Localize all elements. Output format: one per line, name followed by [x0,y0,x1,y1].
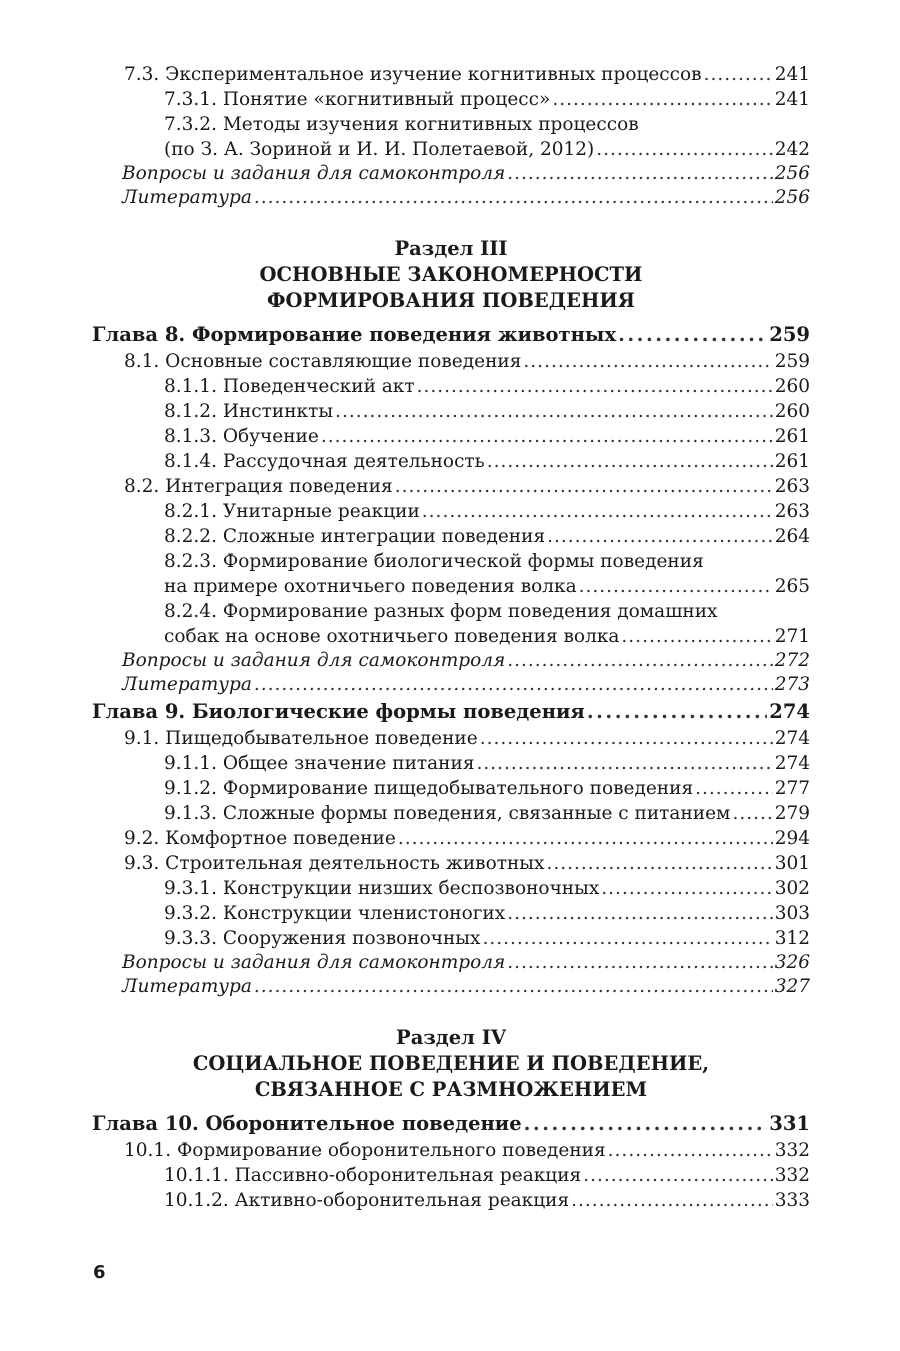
toc-entry[interactable] [92,1163,810,1188]
toc-entry-label: Вопросы и задания для самоконтроля [122,163,506,184]
toc-entry-label: Литература [122,674,252,695]
toc-page-number: 271 [774,626,810,647]
toc-entry[interactable] [92,574,810,599]
toc-leader [417,374,773,399]
toc-leader [482,926,772,951]
toc-entry-label: 9.1.2. Формирование пищедобывательного поведения [164,778,694,799]
toc-page-number: 332 [774,1140,810,1161]
toc-entry-label: 9.2. Комфортное поведение [124,828,396,849]
toc-questions[interactable] [92,162,810,186]
toc-page-number: 272 [774,650,810,671]
page-number: 6 [93,1262,106,1283]
toc-entry-label: собак на основе охотничьего поведения волка [164,626,620,647]
toc-page-number: 331 [769,1112,810,1135]
toc-page-number: 301 [774,853,810,874]
toc-entry-label: 9.1.3. Сложные формы поведения, связанные с питанием [164,803,731,824]
toc-entry-label: 10.1.2. Активно-оборонительная реакция [164,1190,570,1211]
toc-page-number: 260 [774,376,810,397]
toc-entry[interactable] [92,876,810,901]
section-heading [92,236,810,314]
toc-page-number: 326 [774,952,810,973]
toc-entry[interactable] [92,751,810,776]
toc-entry-label: 8.1.3. Обучение [164,426,319,447]
toc-page-number: 279 [774,803,810,824]
toc-page-number: 256 [774,163,810,184]
chapter-title: Глава 8. Формирование поведения животных [92,323,617,346]
toc-entry-label: Литература [122,187,252,208]
toc-page-number: 312 [774,928,810,949]
toc-entry[interactable] [92,349,810,374]
toc-page-number: 303 [774,903,810,924]
toc-entry[interactable] [92,801,810,826]
toc-entry[interactable] [92,826,810,851]
toc-entry-label: 10.1. Формирование оборонительного поведения [124,1140,606,1161]
toc-leader [254,975,773,999]
toc-entry-label: 7.3.1. Понятие «когнитивный процесс» [164,89,551,110]
toc-page-number: 256 [774,187,810,208]
toc-chapter[interactable] [92,697,810,726]
toc-entry-label: 9.3.3. Сооружения позвоночных [164,928,481,949]
toc-page-number: 302 [774,878,810,899]
toc-page-number: 327 [774,976,810,997]
toc-entry-label: 8.1.2. Инстинкты [164,401,334,422]
toc-entry[interactable] [92,524,810,549]
toc-entry-label: 8.2. Интеграция поведения [124,476,393,497]
toc-entry-label: 8.2.1. Унитарные реакции [164,501,420,522]
toc-entry[interactable] [92,424,810,449]
toc-entry[interactable] [92,926,810,951]
toc-entry[interactable] [92,499,810,524]
toc-leader [621,624,772,649]
toc-page-number: 261 [774,451,810,472]
toc-page-number: 260 [774,401,810,422]
toc-leader [398,826,773,851]
toc-entry-label: 9.1.1. Общее значение питания [164,753,475,774]
toc-entry-label: 7.3. Экспериментальное изучение когнитивных процессов [124,64,702,85]
toc-page-number: 273 [774,674,810,695]
toc-entry-first-line[interactable]: 7.3.2. Методы изучения когнитивных процессов [164,114,639,135]
toc-page-number: 264 [774,526,810,547]
toc-entry-label: 8.1.1. Поведенческий акт [164,376,415,397]
toc-leader [422,499,773,524]
toc-page-number: 242 [774,139,810,160]
toc-entry-label: 10.1.1. Пассивно-оборонительная реакция [164,1165,582,1186]
toc-entry[interactable] [92,474,810,499]
toc-leader [583,1163,772,1188]
toc-leader [507,162,772,186]
toc-page-number: 294 [774,828,810,849]
toc-entry-label: 8.2.2. Сложные интеграции поведения [164,526,546,547]
toc-leader [254,186,773,210]
toc-entry[interactable] [92,449,810,474]
toc-leader [395,474,773,499]
toc-leader [477,751,773,776]
toc-entry[interactable] [92,374,810,399]
toc-leader [321,424,773,449]
toc-leader [596,137,772,162]
toc-page-number: 274 [774,753,810,774]
section-heading-line: ОСНОВНЫЕ ЗАКОНОМЕРНОСТИ [259,263,643,286]
toc-leader [587,697,767,726]
toc-page-number: 274 [774,728,810,749]
chapter-title: Глава 10. Оборонительное поведение [92,1112,522,1135]
toc-literature[interactable] [92,975,810,999]
toc-leader [524,1109,768,1138]
section-heading-line: СОЦИАЛЬНОЕ ПОВЕДЕНИЕ И ПОВЕДЕНИЕ, [192,1052,710,1075]
toc-entry[interactable] [92,1138,810,1163]
toc-leader [487,449,773,474]
section-heading-line: ФОРМИРОВАНИЯ ПОВЕДЕНИЯ [267,289,635,312]
toc-entry[interactable] [92,851,810,876]
toc-leader [547,524,773,549]
toc-entry-label: 9.3.1. Конструкции низших беспозвоночных [164,878,600,899]
toc-page-number: 241 [774,89,810,110]
toc-leader [523,349,772,374]
toc-entry-first-line[interactable]: 8.2.4. Формирование разных форм поведения домашних [164,601,718,622]
toc-entry-label: Вопросы и задания для самоконтроля [122,952,506,973]
toc-chapter[interactable] [92,1109,810,1138]
toc-literature[interactable] [92,186,810,210]
toc-leader [546,851,772,876]
toc-literature[interactable] [92,673,810,697]
toc-entry-label: 9.1. Пищедобывательное поведение [124,728,478,749]
toc-entry[interactable] [92,62,810,87]
toc-entry[interactable] [92,137,810,162]
section-heading [92,1025,810,1103]
toc-page-number: 241 [774,64,810,85]
toc-questions[interactable] [92,951,810,975]
toc-entry-label: 9.3. Строительная деятельность животных [124,853,545,874]
toc-questions[interactable] [92,649,810,673]
toc-page-number: 332 [774,1165,810,1186]
toc-page-number: 263 [774,501,810,522]
toc-entry-first-line[interactable]: 8.2.3. Формирование биологической формы поведения [164,551,704,572]
toc-page-number: 259 [774,351,810,372]
toc-entry-label: 8.1.4. Рассудочная деятельность [164,451,485,472]
table-of-contents [92,62,810,1213]
toc-entry-label: Вопросы и задания для самоконтроля [122,650,506,671]
toc-leader [608,1138,773,1163]
toc-leader [579,574,773,599]
toc-entry[interactable] [92,726,810,751]
toc-entry[interactable] [92,1188,810,1213]
toc-leader [335,399,773,424]
toc-entry-label: на примере охотничьего поведения волка [164,576,577,597]
toc-entry[interactable] [92,776,810,801]
toc-leader [695,776,773,801]
toc-leader [507,649,772,673]
toc-leader [507,901,772,926]
toc-chapter[interactable] [92,320,810,349]
toc-leader [601,876,772,901]
toc-entry-label: (по З. А. Зориной и И. И. Полетаевой, 2012) [164,139,595,160]
toc-page-number: 259 [769,323,810,346]
toc-page-number: 274 [769,700,810,723]
toc-leader [480,726,773,751]
toc-entry[interactable] [92,87,810,112]
toc-page-number: 261 [774,426,810,447]
toc-leader [618,320,767,349]
toc-leader [571,1188,773,1213]
toc-page-number: 277 [774,778,810,799]
toc-entry[interactable] [92,901,810,926]
toc-entry[interactable] [92,624,810,649]
section-title: Раздел III [394,237,508,260]
section-title: Раздел IV [396,1026,506,1049]
chapter-title: Глава 9. Биологические формы поведения [92,700,585,723]
toc-entry-label: 8.1. Основные составляющие поведения [124,351,522,372]
toc-page-number: 333 [774,1190,810,1211]
section-heading-line: СВЯЗАННОЕ С РАЗМНОЖЕНИЕМ [254,1078,648,1101]
toc-entry[interactable] [92,399,810,424]
toc-entry-label: 9.3.2. Конструкции членистоногих [164,903,506,924]
toc-entry-label: Литература [122,976,252,997]
toc-leader [732,801,772,826]
toc-leader [254,673,773,697]
toc-leader [704,62,773,87]
toc-page-number: 263 [774,476,810,497]
toc-leader [507,951,772,975]
toc-page-number: 265 [774,576,810,597]
toc-leader [552,87,772,112]
